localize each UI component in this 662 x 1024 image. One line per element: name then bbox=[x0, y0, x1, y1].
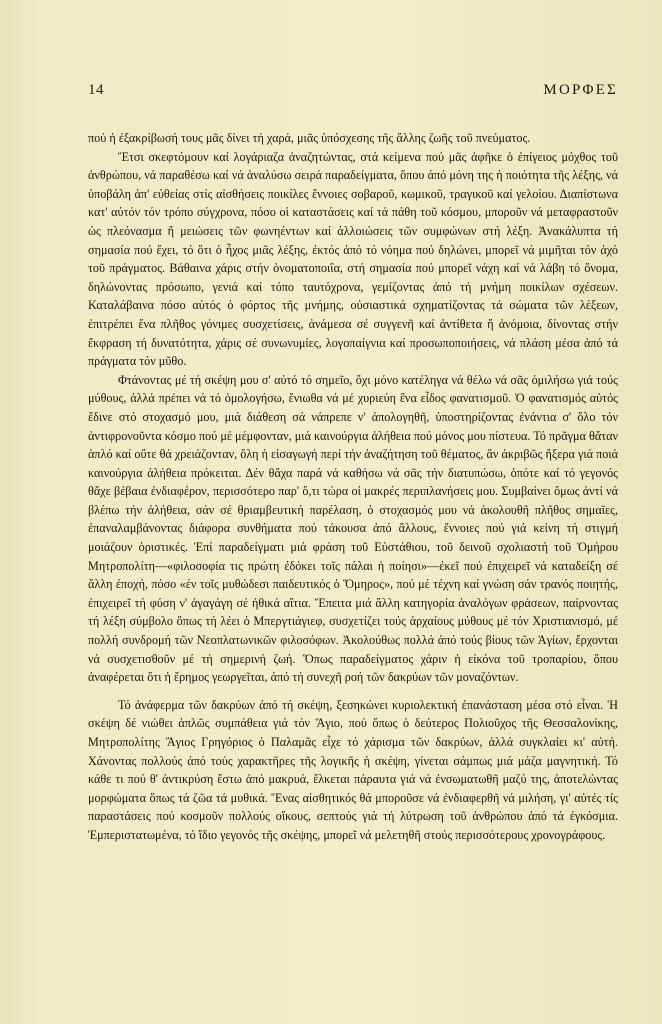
page-number: 14 bbox=[88, 82, 104, 98]
running-head-title: ΜΟΡΦΕΣ bbox=[543, 82, 618, 98]
paragraph: Ἔτσι σκεφτόμουν καί λογάριαζα ἀναζητώντας, στά κείμενα πού μᾶς ἀφῆκε ὁ ἐπίγειος μόχθος τοῦ ἀνθρώπου, νά παραθέσω καί νά ἀναλύσω σειρά παραδείγματα, ὅπου ἀπό μόνη της ἡ ποιότητα τῆς λέξης, νά ὑποβάλη ἀπ' εὐθείας στίς αἰσθήσεις ποικίλες ἔννοιες σοβαροῦ, κωμικοῦ, τραγικοῦ καί γελοίου. Διαπίστωνα κατ' αὐτόν τόν τρόπο σύγχρονα, πόσο οἱ καταστάσεις καί τά πάθη τοῦ κόσμου, μποροῦν νά μεταφραστοῦν ὡς πλεόνασμα ἤ μειώσεις τῶν φωνηέντων καί ἀλλοιώσεις τῶν συμφώνων στή λέξη. Ἀνακάλυπτα τή σημασία πού ἔχει, τό ὅτι ὁ ἦχος μιᾶς λέξης, ἐκτός ἀπό τό νόημα πού δηλώνει, μπορεῖ νά μιμῆται τόν ἀχό τοῦ πράγματος. Βάθαινα χάρις στήν ὀνοματοποιΐα, στή σημασία πού μπορεῖ νάχη καί νά λάβη τό ὄνομα, δηλώνοντας πρόσωπο, γενιά καί τόπο ταυτόχρονα, γεμίζοντας ἀπό τή μνήμη ποικίλων σχέσεων. Καταλάβαινα πόσο αὐτός ὁ φόρτος τῆς μνήμης, οὐσιαστικά σχηματίζοντας τά σώματα τῶν λέξεων, ἐπιτρέπει ἕνα πλῆθος γόνιμες συσχετίσεις, ἀνάμεσα σέ συγγενῆ καί ἀντίθετα ἤ ἀνόμοια, δίνοντας στήν ἔκφραση τή δυνατότητα, χάρις σέ συνωνυμίες, λογοπαίγνια καί προσωποποιήσεις, νά πλάση μέσα ἀπό τά πράγματα τόν μῦθο. bbox=[88, 149, 618, 369]
page-header bbox=[88, 82, 618, 108]
paragraph: Φτάνοντας μέ τή σκέψη μου σ' αὐτό τό σημεῖο, ὄχι μόνο κατέληγα νά θέλω νά σᾶς ὁμιλήσω γιά τούς μύθους, ἀλλά πρέπει νά τό ὁμολογήσω, ἔνιωθα νά μέ χυριεύη ἕνα εἶδος φανατισμοῦ. Ὁ φανατισμός αὐτός ἔδινε στό στοχασμό μου, μιά διάθεση σά νάπρεπε ν' ἀπολογηθῆ, ὑποστηρίζοντας ἐνάντια σ' ὅλο τόν ἀντιφρονοῦντα κόσμο πού μέ μέμφονταν, μιά καινούργια ἀλήθεια πού μόνος μου πίστευα. Τό πρᾶγμα θἄταν ἁπλό καί οὔτε θά χρειάζονταν, ὅλη ἡ εἰσαγωγή περί τήν ἀναζήτηση τοῦ θέματος, ἄν ἀκριβῶς ἤξερα γιά ποιά καινούργια ἀλήθεια πρόκειται. Δέν θἄχα παρά νά καθήσω νά σᾶς τήν διατυπώσω, ὁπότε καί τό γεγονός θἄχε βέβαια ἐνδιαφέρον, περισσότερο παρ' ὅ,τι τώρα οἱ μακρές περιπλανήσεις μου. Συμβαίνει ὅμως ἀντί νά βλέπω τήν ἀλήθεια, σάν σέ θριαμβευτική παρέλαση, ὁ στοχασμός μου νά ἀκολουθῆ πλῆθος σημαῖες, ἐπαναλαμβάνοντας διάφορα συνθήματα πού τάκουσα ἀπό ἄλλους, ἔννοιες πού γιά κείνη τή στιγμή μοιάζουν ὁριστικές. Ἐπί παραδείγματι μιά φράση τοῦ Εὐστάθιου, τοῦ δεινοῦ σχολιαστή τοῦ Ὁμήρου Μητροπολίτη—«φιλοσοφία τις πρώτη ἐδόκει τοῖς πάλαι ἡ ποίησι»—ἐκεῖ πού ἐπιχειρεῖ νά καταδείξη σέ ἄλλη ἐποχή, πόσο «ἐν τοῖς μυθώδεσι παιδευτικός ὁ Ὅμηρος», πού μέ τέχνη καί γνώση σάν τρανός ποιητής, ἐπιχειρεῖ τή φύση ν' ἀγαγάγη σέ ἠθικά αἴτια. Ἔπειτα μιά ἄλλη κατηγορία ἀναλόγων φράσεων, παίρνοντας τή λέξη σύμβολο ὅπως τή λέει ὁ Μπεργτιάγιεφ, συσχετίζει τούς ἀρχαίους μύθους μέ τόν Χριστιανισμό, μέ πολλή συνδρομή τῶν Νεοπλατωνικῶν φιλοσόφων. Ἀκολούθως πολλά ἀπό τούς βίους τῶν Ἁγίων, ἔρχονται νά συσχετισθοῦν μέ τή σημερινή ζωή. Ὅπως παραδείγματος χάριν ἡ εἰκόνα τοῦ τροπαρίου, ὅπου ἀναφέρεται ὅτι ἡ ἔρημος γεωργεῖται, ἀπό τή συνεχῆ ροή τῶν δακρύων τῶν μοναζόντων. bbox=[88, 372, 618, 685]
body-text bbox=[88, 129, 618, 845]
paragraph-continued: πού ἡ ἐξακρίβωσή τους μᾶς δίνει τή χαρά, μιᾶς ὑπόσχεσης τῆς ἄλλης ζωῆς τοῦ πνεύματος. bbox=[88, 131, 531, 145]
paragraph: Τό ἀνάφερμα τῶν δακρύων ἀπό τή σκέψη, ξεσηκώνει κυριολεκτική ἐπανάσταση μέσα στό εἶναι. Ἡ σκέψη δέ νιώθει ἁπλῶς συμπάθεια γιά τόν Ἅγιο, πού ὅπως ὁ δεύτερος Πολιοῦχος τῆς Θεσσαλονίκης, Μητροπολίτης Ἅγιος Γρηγόριος ὁ Παλαμᾶς εἶχε τό χάρισμα τῶν δακρύων, ἀλλά συγκλαίει κι' αὐτή. Χάνοντας πολλούς ἀπό τούς χαρακτῆρες τῆς λογικῆς ἡ σκέψη, γίνεται σάμπως μιά μάζα μαγνητική. Τό κάθε τι πού θ' ἀντικρύση ἔστω ἀπό μακρυά, ἕλκεται πάραυτα γιά νά ἐνσωματωθῆ μαζύ της, ἀποτελώντας μορφώματα ὅπως τά ζῶα τά μυθικά. Ἕνας αἰσθητικός θά μποροῦσε νά ἐνδιαφερθῆ νά μιλήση, γι' αὐτές τίς παραστάσεις πού κοσμοῦν πολλούς οἴκους, σεπτούς γιά τή λύτρωση τοῦ ἀνθρώπου ἀπό τά ἐγκόσμια. Ἐμπεριστατωμένα, τό ἴδιο γεγονός τῆς σκέψης, μπορεῖ νά μελετηθῆ στούς περισσότερους χρονογράφους. bbox=[88, 697, 618, 842]
